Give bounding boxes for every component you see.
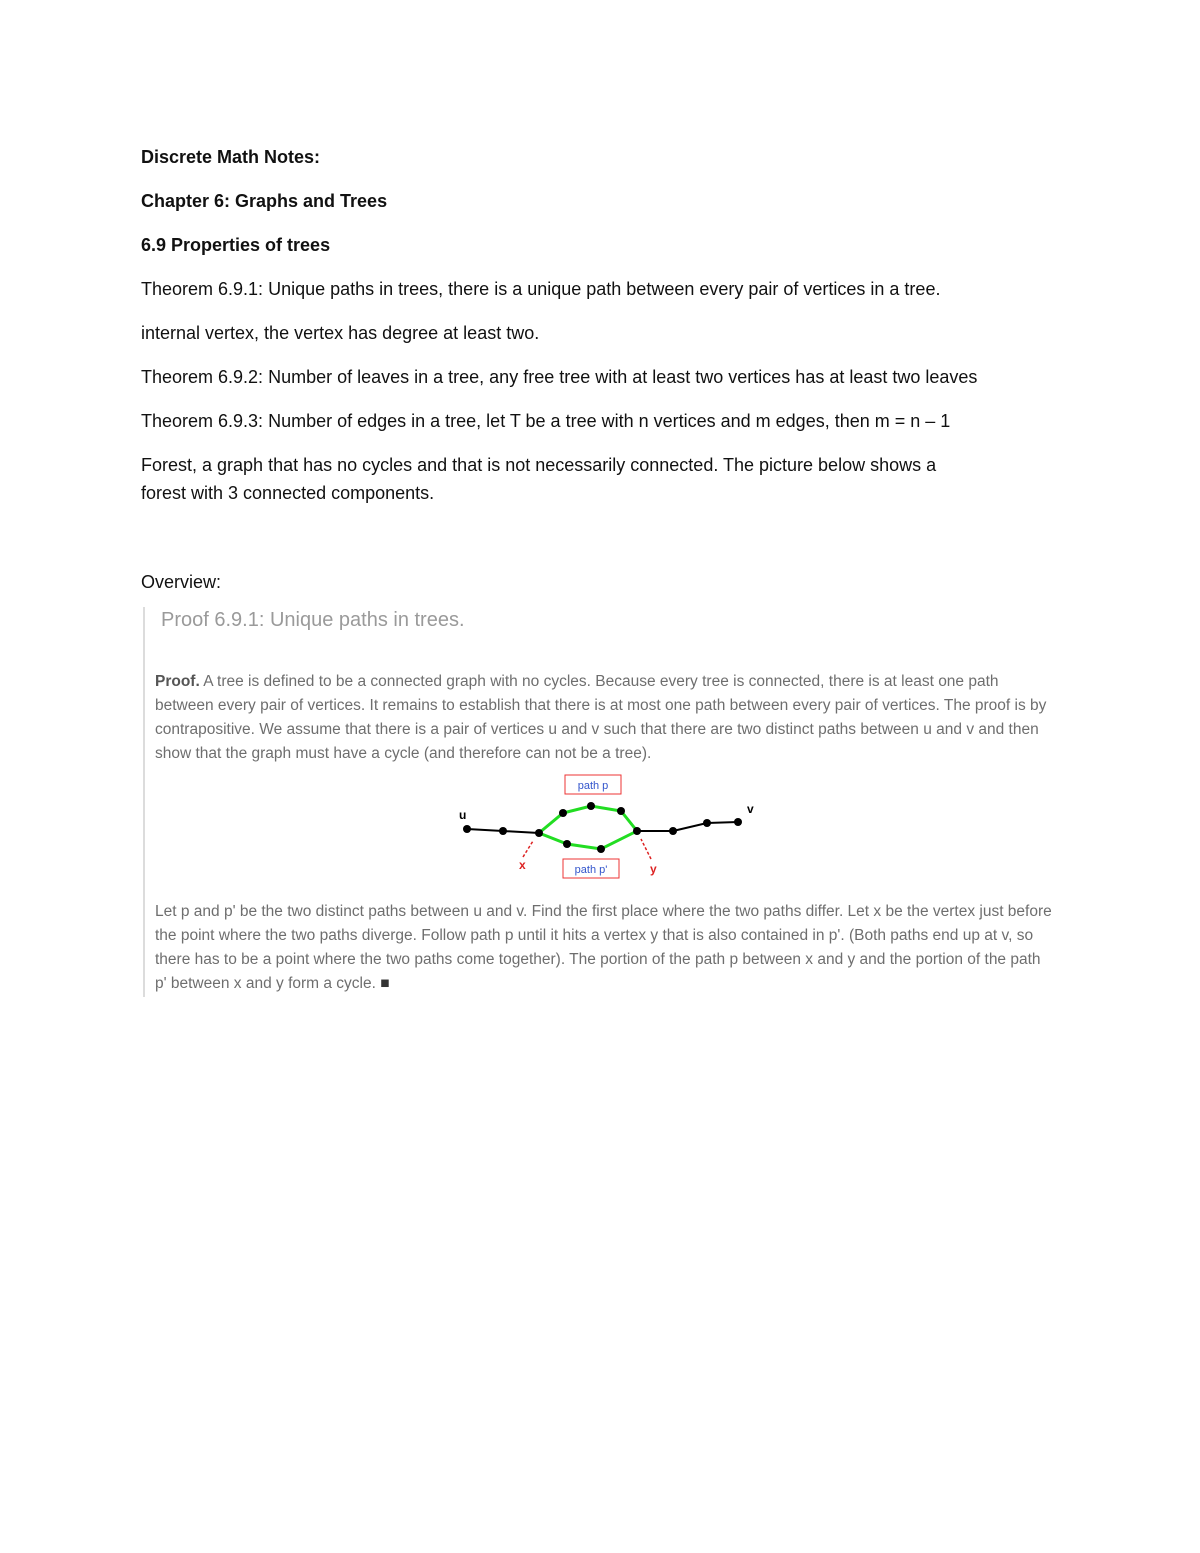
- forest-definition: [141, 451, 936, 507]
- vertex: [617, 807, 625, 815]
- theorem-6-9-3: Theorem 6.9.3: Number of edges in a tree, let T be a tree with n vertices and m edges, then m = n – 1: [141, 411, 951, 431]
- theorem-6-9-1: Theorem 6.9.1: Unique paths in trees, there is a unique path between every pair of vertices in a tree.: [141, 279, 941, 299]
- document-title: Discrete Math Notes:: [141, 147, 321, 167]
- proof-lead: Proof.: [155, 673, 200, 690]
- edge-c-v: [707, 822, 738, 823]
- vertex-u: [463, 825, 471, 833]
- path-p-label: path p: [577, 780, 609, 792]
- forest-line-2: forest with 3 connected components.: [141, 483, 435, 503]
- vertex: [563, 840, 571, 848]
- vertex-x: [535, 829, 543, 837]
- vertex-y: [633, 827, 641, 835]
- chapter-heading: Chapter 6: Graphs and Trees: [141, 191, 388, 211]
- path-p-prime-line: [539, 831, 637, 849]
- vertex: [499, 827, 507, 835]
- section-heading: 6.9 Properties of trees: [141, 235, 331, 255]
- y-marker-arrow: [641, 839, 651, 859]
- proof-title: Proof 6.9.1: Unique paths in trees.: [161, 609, 465, 631]
- paths-diagram: [445, 767, 765, 887]
- forest-line-1: Forest, a graph that has no cycles and that is not necessarily connected. The picture below shows a: [141, 455, 937, 475]
- proof-text: A tree is defined to be a connected graph with no cycles. Because every tree is connected, there is at least one path between every pair of vertices. It remains to establish that there is at most one path between every pair of vertices. The proof is by contrapositive. We assume that there is a pair of vertices u and v such that there are two distinct paths between u and v and then show that the graph must have a cycle (and therefore can not be a tree).: [155, 673, 1047, 762]
- label-u: u: [459, 808, 467, 822]
- internal-vertex-definition: internal vertex, the vertex has degree at least two.: [141, 323, 540, 343]
- proof-conclusion: [155, 900, 1055, 996]
- theorem-6-9-2: Theorem 6.9.2: Number of leaves in a tree, any free tree with at least two vertices has at least two leaves: [141, 367, 978, 387]
- overview-heading: Overview:: [141, 572, 222, 592]
- path-p-prime-label: path p': [574, 864, 608, 876]
- edge-u-a: [467, 829, 503, 831]
- proof-body: [155, 670, 1055, 766]
- vertex: [703, 819, 711, 827]
- label-y: y: [650, 862, 657, 876]
- qed-mark: ■: [380, 975, 390, 992]
- vertex: [597, 845, 605, 853]
- vertex: [559, 809, 567, 817]
- label-x: x: [519, 858, 526, 872]
- edge-a-x: [503, 831, 539, 833]
- vertex: [669, 827, 677, 835]
- vertex-v: [734, 818, 742, 826]
- label-v: v: [747, 802, 754, 816]
- x-marker-arrow: [523, 841, 533, 857]
- vertex: [587, 802, 595, 810]
- edge-b-c: [673, 823, 707, 831]
- proof-excerpt: [143, 607, 1065, 997]
- proof-conclusion-text: Let p and p' be the two distinct paths between u and v. Find the first place where the two paths differ. Let x be the vertex just before the point where the two paths diverge. Follow path p until it hits a vertex y that is also contained in p'. (Both paths end up at v, so there has to be a point where the two paths come together). The portion of the path p between x and y and the portion of the path p' between x and y form a cycle.: [155, 903, 1052, 992]
